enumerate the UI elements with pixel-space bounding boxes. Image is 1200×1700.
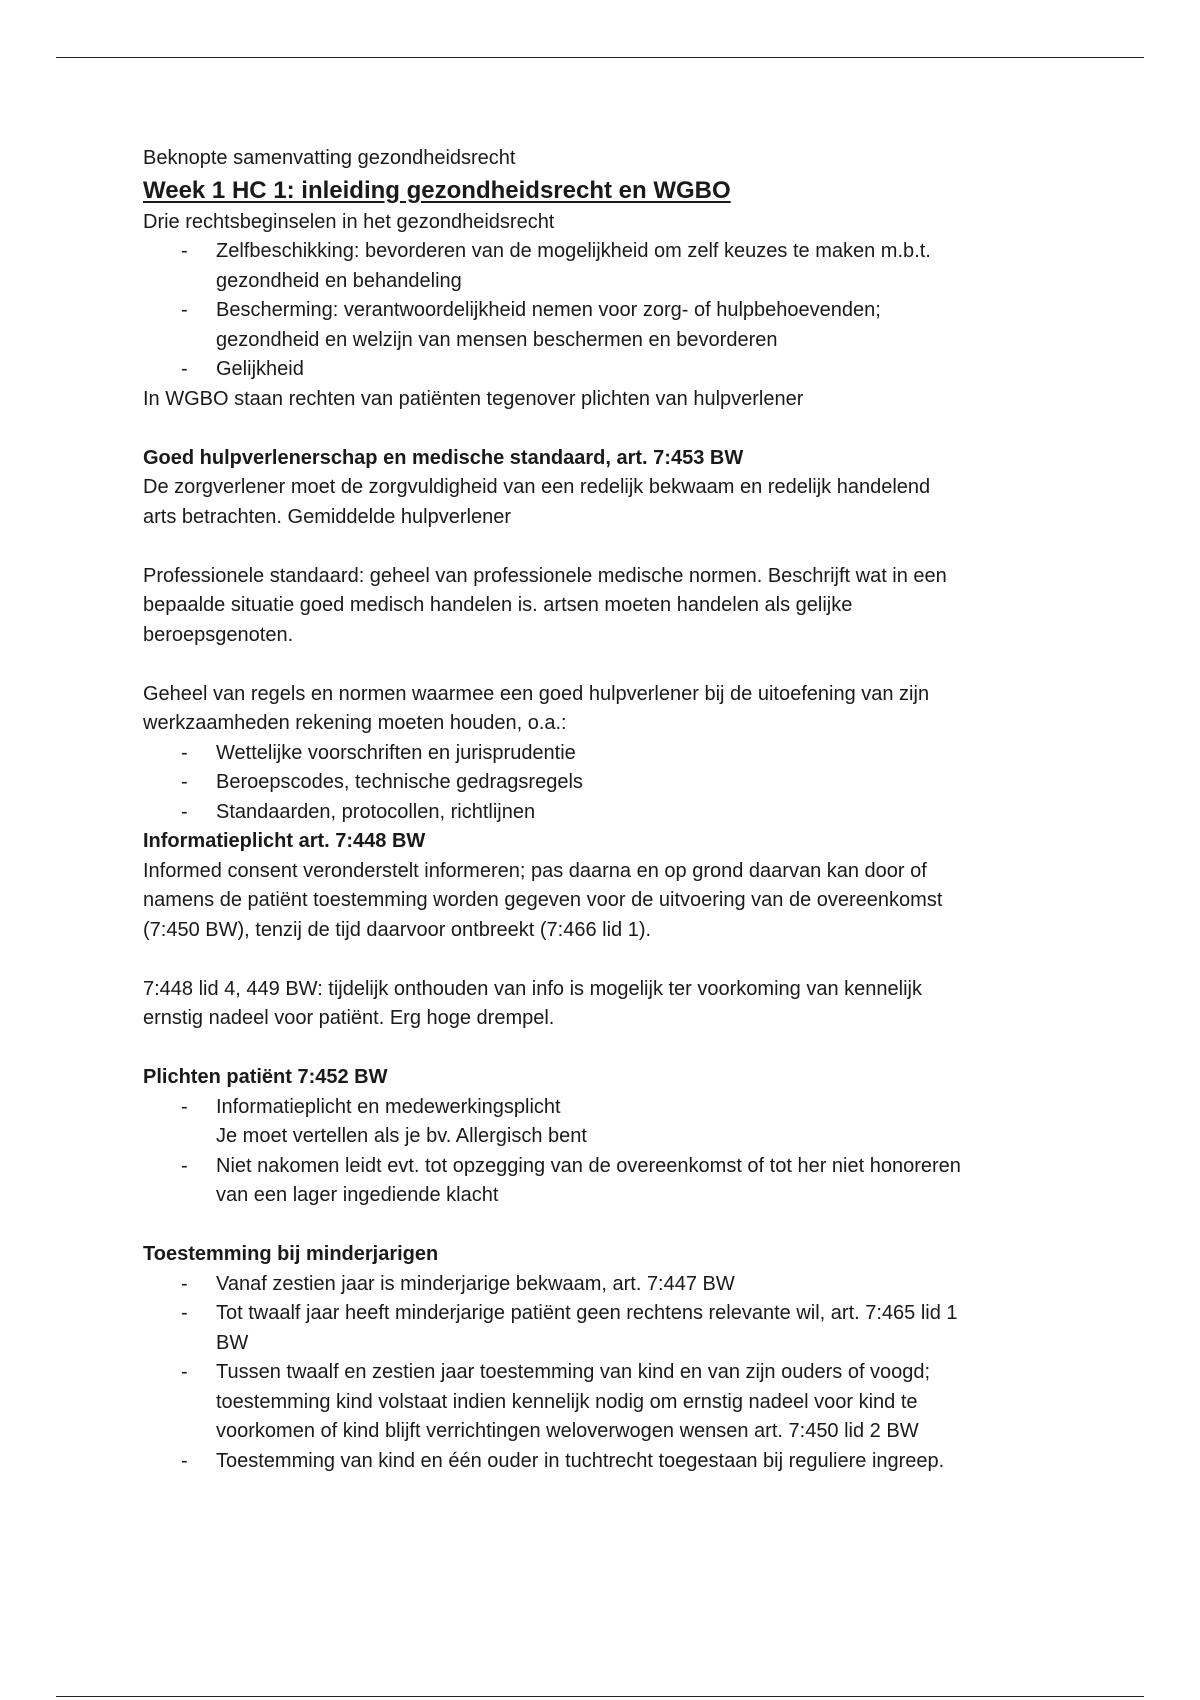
list-item-text: Beroepscodes, technische gedragsregels [216,771,583,793]
list-item-text: Bescherming: verantwoordelijkheid nemen voor zorg- of hulpbehoevenden; [216,299,881,321]
paragraph-line: 7:448 lid 4, 449 BW: tijdelijk onthouden van info is mogelijk ter voorkoming van kennelijk [143,977,922,1000]
intro-lead: Drie rechtsbeginselen in het gezondheidsrecht [143,210,555,233]
list-item [143,739,1083,769]
dash-bullet: - [181,240,188,262]
week-heading: Week 1 HC 1: inleiding gezondheidsrecht en WGBO [143,176,731,204]
paragraph-line: (7:450 BW), tenzij de tijd daarvoor ontbreekt (7:466 lid 1). [143,918,652,941]
dash-bullet: - [181,1272,188,1295]
paragraph-line: bepaalde situatie goed medisch handelen is. artsen moeten handelen als gelijke [143,594,853,616]
list-item-text: Toestemming van kind en één ouder in tuchtrecht toegestaan bij reguliere ingreep. [216,1449,945,1472]
dash-bullet: - [181,741,188,764]
list-item [143,355,1083,385]
list-item-text: Zelfbeschikking: bevorderen van de mogelijkheid om zelf keuzes te maken m.b.t. [216,240,931,262]
patient-duties-list [143,1093,1083,1211]
section-heading-toestemming-minderjarigen: Toestemming bij minderjarigen [143,1243,439,1265]
list-item-text: Tot twaalf jaar heeft minderjarige patiënt geen rechtens relevante wil, art. 7:465 lid 1 [216,1302,958,1324]
dash-bullet: - [181,1449,188,1472]
paragraph-line: beroepsgenoten. [143,623,294,646]
paragraph-zorgverlener [143,473,1083,532]
dash-bullet: - [181,1361,188,1383]
dash-bullet: - [181,800,188,823]
list-item-text: BW [216,1331,249,1354]
list-item [143,1447,1083,1477]
paragraph-line: namens de patiënt toestemming worden gegeven voor de uitvoering van de overeenkomst [143,889,943,911]
dash-bullet: - [181,1095,188,1118]
dash-bullet: - [181,1302,188,1324]
list-item-text: gezondheid en welzijn van mensen beschermen en bevorderen [216,328,778,351]
list-item [143,296,1083,355]
dash-bullet: - [181,358,188,380]
list-item [143,237,1083,296]
list-item-text: Informatieplicht en medewerkingsplicht [216,1095,561,1118]
list-item [143,1270,1083,1300]
section-heading-goed-hulpverlenerschap: Goed hulpverlenerschap en medische standaard, art. 7:453 BW [143,446,744,469]
list-item [143,1299,1083,1358]
paragraph-professionele-standaard [143,562,1083,651]
document-body [143,144,1083,1476]
list-item [143,1093,1083,1152]
paragraph-line: Geheel van regels en normen waarmee een goed hulpverlener bij de uitoefening van zijn [143,682,930,705]
dash-bullet: - [181,299,188,321]
list-item-text: Wettelijke voorschriften en jurisprudentie [216,741,576,764]
minors-consent-list [143,1270,1083,1477]
paragraph-onthouden-info [143,975,1083,1034]
paragraph-line: Informed consent veronderstelt informeren; pas daarna en op grond daarvan kan door of [143,859,927,882]
paragraph-line: ernstig nadeel voor patiënt. Erg hoge drempel. [143,1007,555,1029]
list-item-text: Standaarden, protocollen, richtlijnen [216,800,536,823]
list-item [143,798,1083,828]
section-heading-plichten-patient: Plichten patiënt 7:452 BW [143,1066,388,1088]
list-item [143,1358,1083,1447]
paragraph-informed-consent [143,857,1083,946]
list-item-text: gezondheid en behandeling [216,269,462,292]
section-heading-informatieplicht: Informatieplicht art. 7:448 BW [143,830,426,852]
norms-list [143,739,1083,828]
paragraph-line: Professionele standaard: geheel van professionele medische normen. Beschrijft wat in een [143,564,947,587]
paragraph-regels-normen [143,680,1083,739]
principles-list [143,237,1083,385]
list-item-text: Niet nakomen leidt evt. tot opzegging van de overeenkomst of tot her niet honoreren [216,1154,961,1177]
dash-bullet: - [181,771,188,793]
list-item-text: toestemming kind volstaat indien kennelijk nodig om ernstig nadeel voor kind te [216,1390,918,1413]
list-item-text: Je moet vertellen als je bv. Allergisch bent [216,1125,587,1147]
list-item-text: Vanaf zestien jaar is minderjarige bekwaam, art. 7:447 BW [216,1272,735,1295]
paragraph-line: arts betrachten. Gemiddelde hulpverlener [143,505,511,528]
list-item [143,1152,1083,1211]
footer-rule [56,1696,1144,1697]
header-rule [56,57,1144,58]
list-item-text: Tussen twaalf en zestien jaar toestemming van kind en van zijn ouders of voogd; [216,1361,931,1383]
intro-closing: In WGBO staan rechten van patiënten tegenover plichten van hulpverlener [143,387,804,410]
document-title: Beknopte samenvatting gezondheidsrecht [143,147,516,169]
dash-bullet: - [181,1154,188,1177]
list-item [143,768,1083,798]
list-item-text: voorkomen of kind blijft verrichtingen weloverwogen wensen art. 7:450 lid 2 BW [216,1420,919,1442]
paragraph-line: De zorgverlener moet de zorgvuldigheid van een redelijk bekwaam en redelijk handelend [143,476,931,498]
list-item-text: Gelijkheid [216,358,304,380]
list-item-text: van een lager ingediende klacht [216,1184,499,1206]
paragraph-line: werkzaamheden rekening moeten houden, o.a.: [143,712,567,734]
